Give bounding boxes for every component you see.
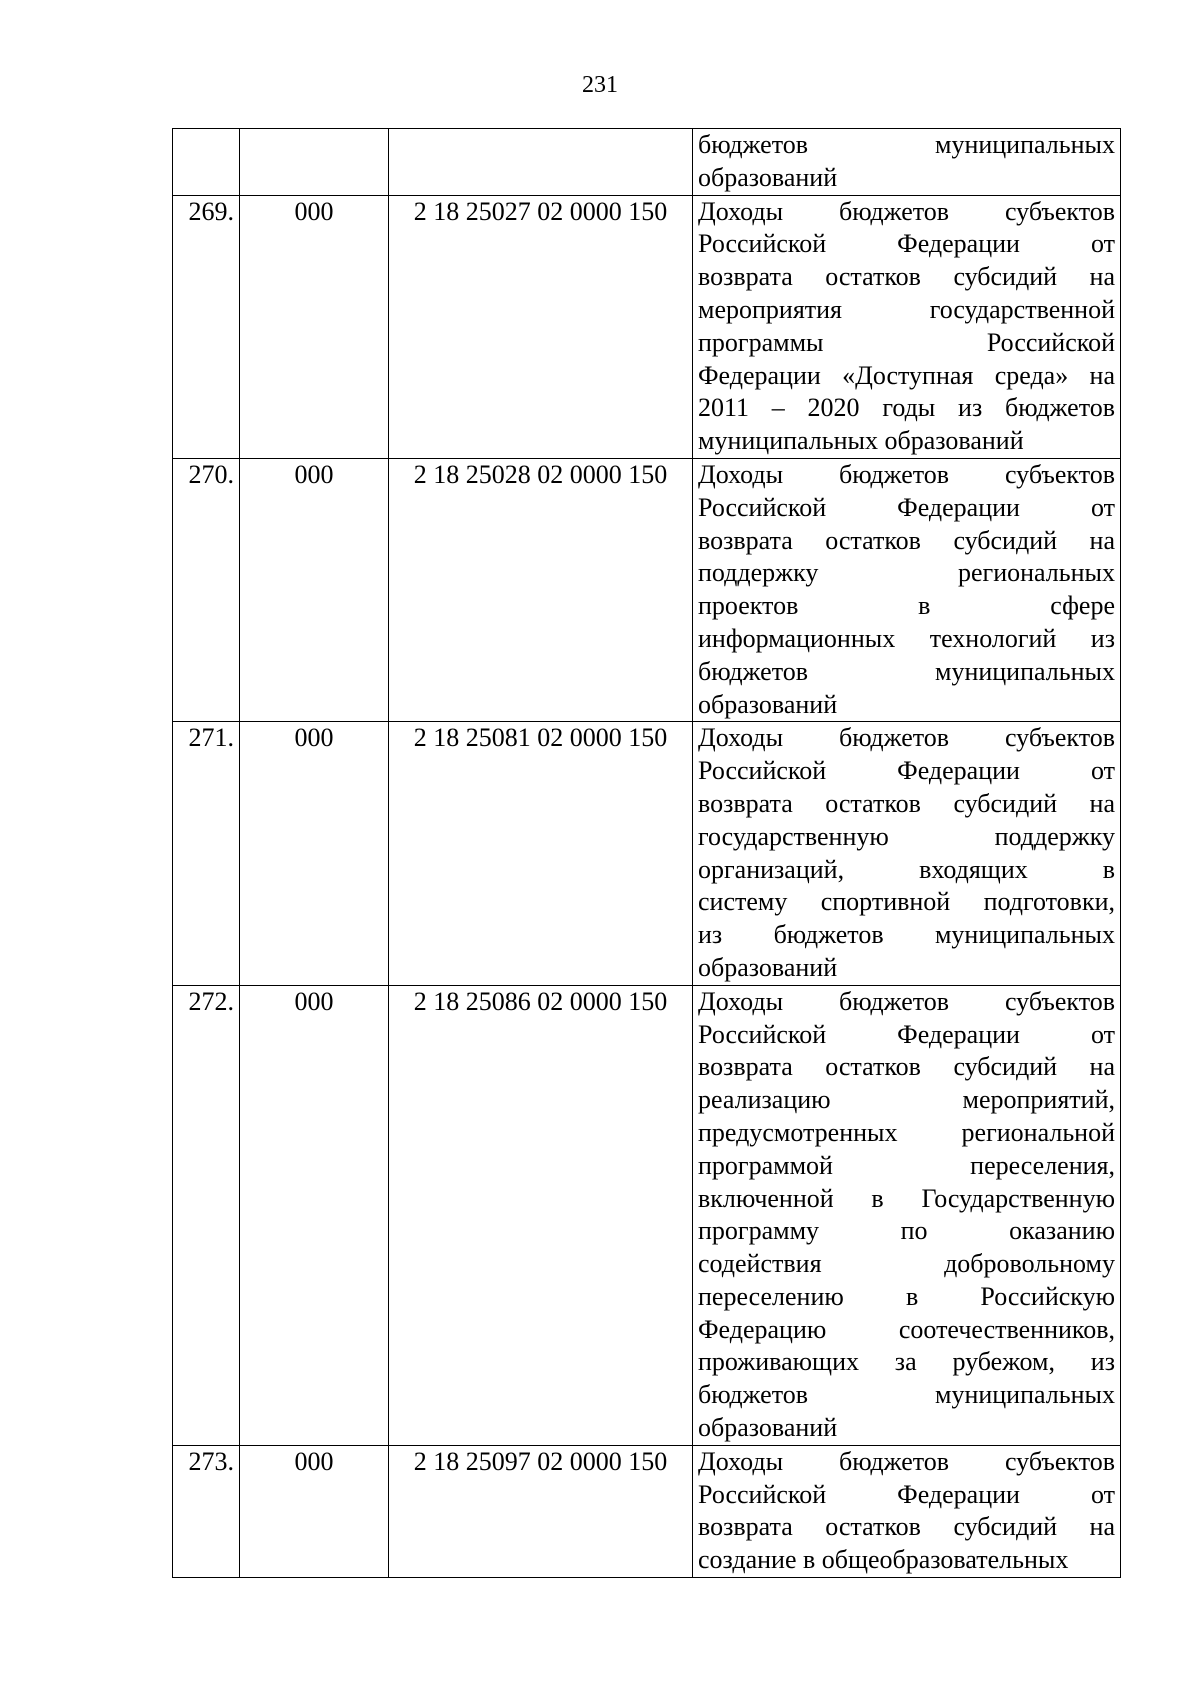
- description-line: Доходы бюджетов субъектов: [698, 986, 1115, 1016]
- description-line: программой переселения,: [698, 1150, 1115, 1180]
- income-description-cell: [693, 129, 1121, 196]
- description-line: Российской Федерации от: [698, 229, 1115, 259]
- description-line: содействия добровольному: [698, 1249, 1115, 1279]
- budget-classification-code-cell: 2 18 25086 02 0000 150: [389, 985, 693, 1445]
- admin-code-cell: 000: [240, 1445, 389, 1577]
- description-line: переселению в Российскую: [698, 1281, 1115, 1311]
- page-number: 231: [582, 72, 618, 98]
- description-line: поддержку региональных: [698, 558, 1115, 588]
- table-body: [173, 129, 1121, 1578]
- income-description-cell: [693, 195, 1121, 458]
- description-line: Доходы бюджетов субъектов: [698, 723, 1115, 753]
- description-line: возврата остатков субсидий на: [698, 262, 1115, 292]
- admin-code-cell: 000: [240, 985, 389, 1445]
- budget-classification-code-cell: 2 18 25027 02 0000 150: [389, 195, 693, 458]
- income-description-cell: [693, 458, 1121, 721]
- table-row: [173, 129, 1121, 196]
- description-line: возврата остатков субсидий на: [698, 788, 1115, 818]
- description-line: Российской Федерации от: [698, 756, 1115, 786]
- description-line: возврата остатков субсидий на: [698, 525, 1115, 555]
- description-line: Доходы бюджетов субъектов: [698, 1446, 1115, 1476]
- description-line: проектов в сфере: [698, 591, 1115, 621]
- description-line: Федерацию соотечественников,: [698, 1314, 1115, 1344]
- income-description-cell: [693, 985, 1121, 1445]
- income-description-cell: [693, 1445, 1121, 1577]
- description-line: создание в общеобразовательных: [698, 1545, 1069, 1575]
- description-line: образований: [698, 1413, 838, 1443]
- description-line: проживающих за рубежом, из: [698, 1347, 1115, 1377]
- description-line: муниципальных образований: [698, 426, 1024, 456]
- description-line: Федерации «Доступная среда» на: [698, 360, 1115, 390]
- description-line: возврата остатков субсидий на: [698, 1052, 1115, 1082]
- description-line: Российской Федерации от: [698, 1019, 1115, 1049]
- description-line: образований: [698, 162, 838, 192]
- description-line: информационных технологий из: [698, 623, 1115, 653]
- budget-classification-code-cell: 2 18 25028 02 0000 150: [389, 458, 693, 721]
- budget-code-table: [172, 128, 1121, 1578]
- admin-code-cell: 000: [240, 195, 389, 458]
- description-line: возврата остатков субсидий на: [698, 1512, 1115, 1542]
- admin-code-cell: 000: [240, 722, 389, 985]
- description-line: Доходы бюджетов субъектов: [698, 459, 1115, 489]
- description-line: бюджетов муниципальных: [698, 1380, 1115, 1410]
- budget-classification-code-cell: 2 18 25097 02 0000 150: [389, 1445, 693, 1577]
- admin-code-cell: [240, 129, 389, 196]
- table-row: [173, 1445, 1121, 1577]
- description-line: 2011 – 2020 годы из бюджетов: [698, 393, 1115, 423]
- description-line: образований: [698, 689, 838, 719]
- description-line: Российской Федерации от: [698, 1479, 1115, 1509]
- description-line: бюджетов муниципальных: [698, 656, 1115, 686]
- description-line: Доходы бюджетов субъектов: [698, 196, 1115, 226]
- description-line: предусмотренных региональной: [698, 1117, 1115, 1147]
- description-line: Российской Федерации от: [698, 492, 1115, 522]
- description-line: реализацию мероприятий,: [698, 1085, 1115, 1115]
- row-number-cell: 273.: [173, 1445, 240, 1577]
- description-line: образований: [698, 952, 838, 982]
- row-number-cell: 271.: [173, 722, 240, 985]
- budget-classification-code-cell: 2 18 25081 02 0000 150: [389, 722, 693, 985]
- row-number-cell: [173, 129, 240, 196]
- table-row: [173, 985, 1121, 1445]
- row-number-cell: 272.: [173, 985, 240, 1445]
- table-row: [173, 722, 1121, 985]
- description-line: программы Российской: [698, 327, 1115, 357]
- description-line: систему спортивной подготовки,: [698, 887, 1115, 917]
- description-line: программу по оказанию: [698, 1216, 1115, 1246]
- row-number-cell: 269.: [173, 195, 240, 458]
- description-line: из бюджетов муниципальных: [698, 920, 1115, 950]
- table-row: [173, 458, 1121, 721]
- admin-code-cell: 000: [240, 458, 389, 721]
- description-line: организаций, входящих в: [698, 854, 1115, 884]
- income-description-cell: [693, 722, 1121, 985]
- table-row: [173, 195, 1121, 458]
- description-line: включенной в Государственную: [698, 1183, 1115, 1213]
- description-line: государственную поддержку: [698, 821, 1115, 851]
- budget-classification-code-cell: [389, 129, 693, 196]
- description-line: бюджетов муниципальных: [698, 130, 1115, 159]
- description-line: мероприятия государственной: [698, 294, 1115, 324]
- row-number-cell: 270.: [173, 458, 240, 721]
